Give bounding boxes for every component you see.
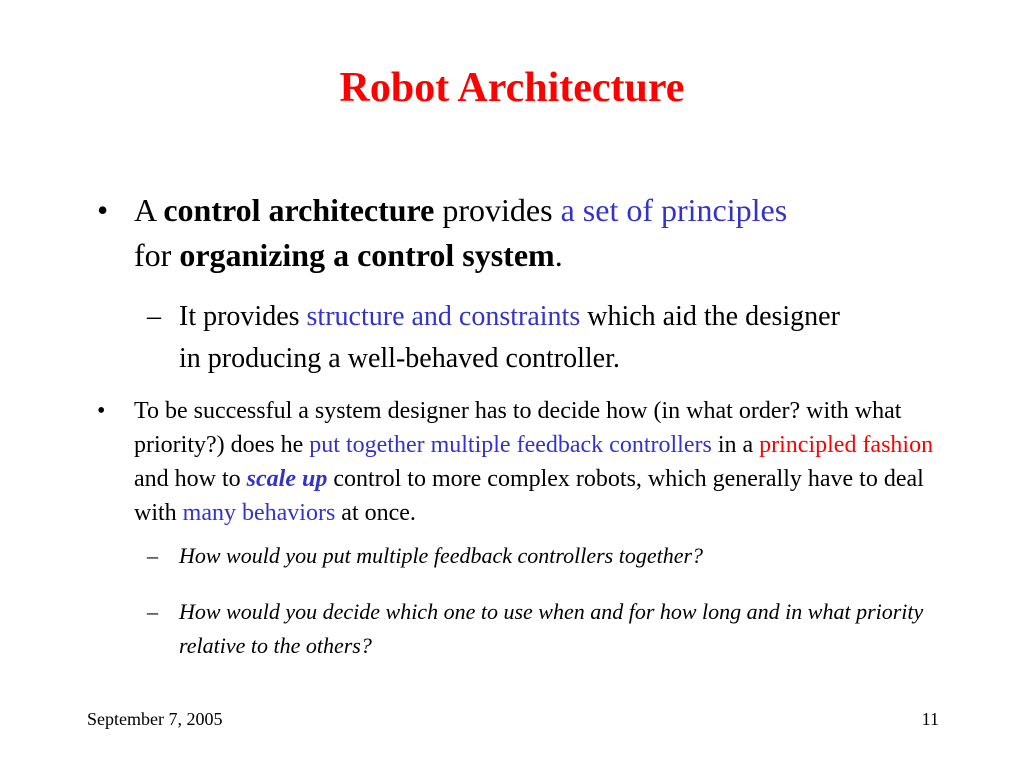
text-run: . [554, 237, 563, 273]
bullet-system-designer [97, 394, 957, 530]
text-run: provides [434, 192, 561, 228]
bullet-text [134, 394, 957, 530]
text-run: for [134, 237, 180, 273]
sub-bullet-question-priority [147, 595, 947, 663]
bullet-text [134, 188, 817, 278]
text-run: A [134, 192, 164, 228]
footer-date: September 7, 2005 [87, 709, 223, 729]
sub-bullet-marker: – [147, 599, 158, 624]
highlight-blue-bold-italic: scale up [246, 466, 328, 492]
sub-bullet-question-combine [147, 539, 947, 573]
highlight-blue: structure and constraints [306, 301, 581, 332]
text-run: at once. [335, 500, 416, 526]
emphasis-bold: control architecture [163, 192, 435, 228]
sub-bullet-text: How would you put multiple feedback controllers together? [179, 543, 704, 568]
text-run: and how to [134, 466, 247, 492]
highlight-blue: a set of principles [560, 192, 788, 228]
highlight-blue: many behaviors [182, 500, 336, 526]
text-run: To be successful a system designer has to decide how (in what order? with what priority?) does he [134, 398, 902, 458]
sub-bullet-marker: – [147, 301, 161, 332]
text-run: It provides [179, 301, 307, 332]
sub-bullet-structure [147, 296, 867, 380]
slide-title: Robot Architecture [339, 65, 685, 111]
sub-bullet-marker: – [147, 543, 158, 568]
text-run: control to more complex robots, which generally have to deal with [134, 466, 924, 526]
sub-bullet-text [179, 296, 867, 380]
text-run: which aid the designer in producing a well-behaved controller. [179, 301, 840, 374]
text-run: in a [711, 432, 760, 458]
bullet-marker: • [97, 192, 109, 228]
emphasis-bold: organizing a control system [179, 237, 555, 273]
highlight-red: principled fashion [759, 432, 934, 458]
highlight-blue: put together multiple feedback controllers [309, 432, 712, 458]
bullet-marker: • [97, 398, 106, 424]
bullet-control-architecture [97, 188, 817, 278]
page-number: 11 [921, 709, 939, 729]
sub-bullet-text: How would you decide which one to use when and for how long and in what priority relative to the others? [179, 599, 924, 658]
